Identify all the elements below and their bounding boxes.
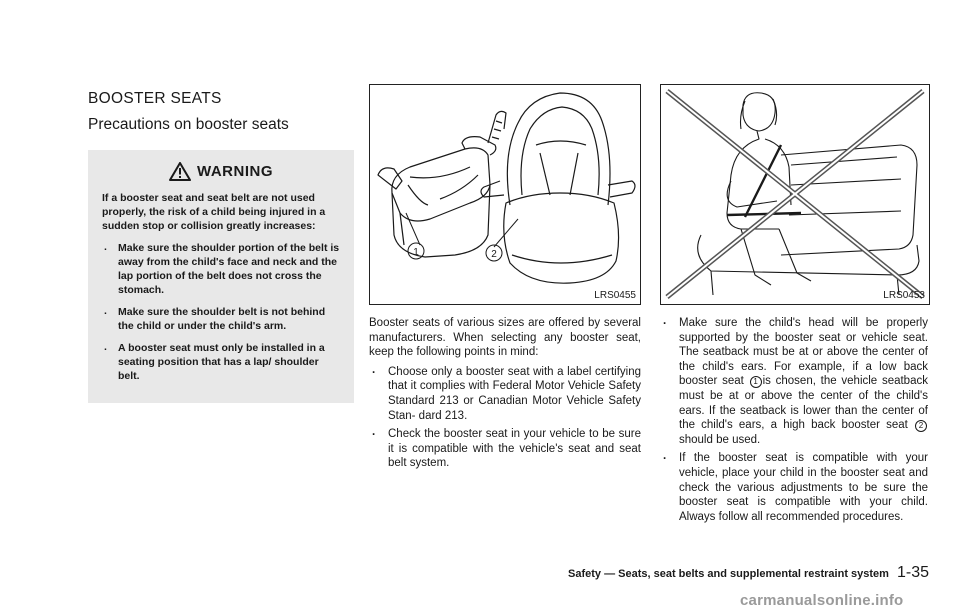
callout-1-marker: 1 [750,376,762,388]
page-footer [509,564,929,582]
figure-caption: LRS0453 [883,290,925,301]
subsection-title: Precautions on booster seats [88,116,289,133]
warning-list [102,241,340,383]
callout-2: 2 [491,249,497,260]
figure-incorrect-seating [660,84,930,305]
callout-2-marker: 2 [915,420,927,432]
warning-item: . Make sure the shoulder belt is not behind the child or under the child's arm. [102,305,340,333]
warning-intro: If a booster seat and seat belt are not used properly, the risk of a child being injured in a sudden stop or collision greatly increases: [102,192,326,232]
list-item [660,316,928,447]
list-item: . Check the booster seat in your vehicle to be sure it is compatible with the vehicle's seat and seat belt system. [369,427,641,471]
list-item: . Choose only a booster seat with a label certifying that it complies with Federal Motor Vehicle Safety Standard 213 or Canadian Motor Vehicle Safety Stan- dard 213. [369,365,641,423]
list-item-text: is chosen, the vehicle seatback must be at or above the center of the child's ears. If the seatback is lower than the center of the child's ears, a high back booster seat [679,375,928,432]
footer-section: Safety — Seats, seat belts and supplemental restraint system [568,568,889,580]
warning-box [88,150,354,403]
right-column [660,316,928,528]
watermark: carmanualsonline.info [740,592,904,609]
left-column [88,90,354,403]
page-number: 1-35 [896,564,929,581]
figure-caption: LRS0455 [594,290,636,301]
warning-triangle-icon [169,162,191,181]
list-item-text: Make sure the child's head will be properly supported by the booster seat or vehicle seat. The seatback must be at or above the center of the child's ears. For example, if a low back booster seat [679,317,928,388]
warning-title: WARNING [197,162,273,180]
warning-header [102,162,340,181]
booster-intro: Booster seats of various sizes are offered by several manufacturers. When selecting any booster seat, keep the following points in mind: [369,317,641,359]
list-item: . If the booster seat is compatible with your vehicle, place your child in the booster seat and check the various adjustments to be sure the booster seat is compatible with your child. Always follow all recommended procedures. [660,451,928,524]
booster-checklist [369,365,641,471]
incorrect-seating-illustration [661,85,929,304]
section-title: BOOSTER SEATS [88,90,222,107]
middle-column [369,316,641,475]
list-item-text: should be used. [679,433,761,446]
booster-checklist-continued [660,316,928,524]
warning-item: . Make sure the shoulder portion of the belt is away from the child's face and neck and the lap portion of the belt does not cross the stomach. [102,241,340,297]
warning-item: . A booster seat must only be installed in a seating position that has a lap/ shoulder belt. [102,341,340,383]
callout-1: 1 [413,247,419,258]
figure-booster-seats [369,84,641,305]
booster-seats-illustration [370,85,640,304]
